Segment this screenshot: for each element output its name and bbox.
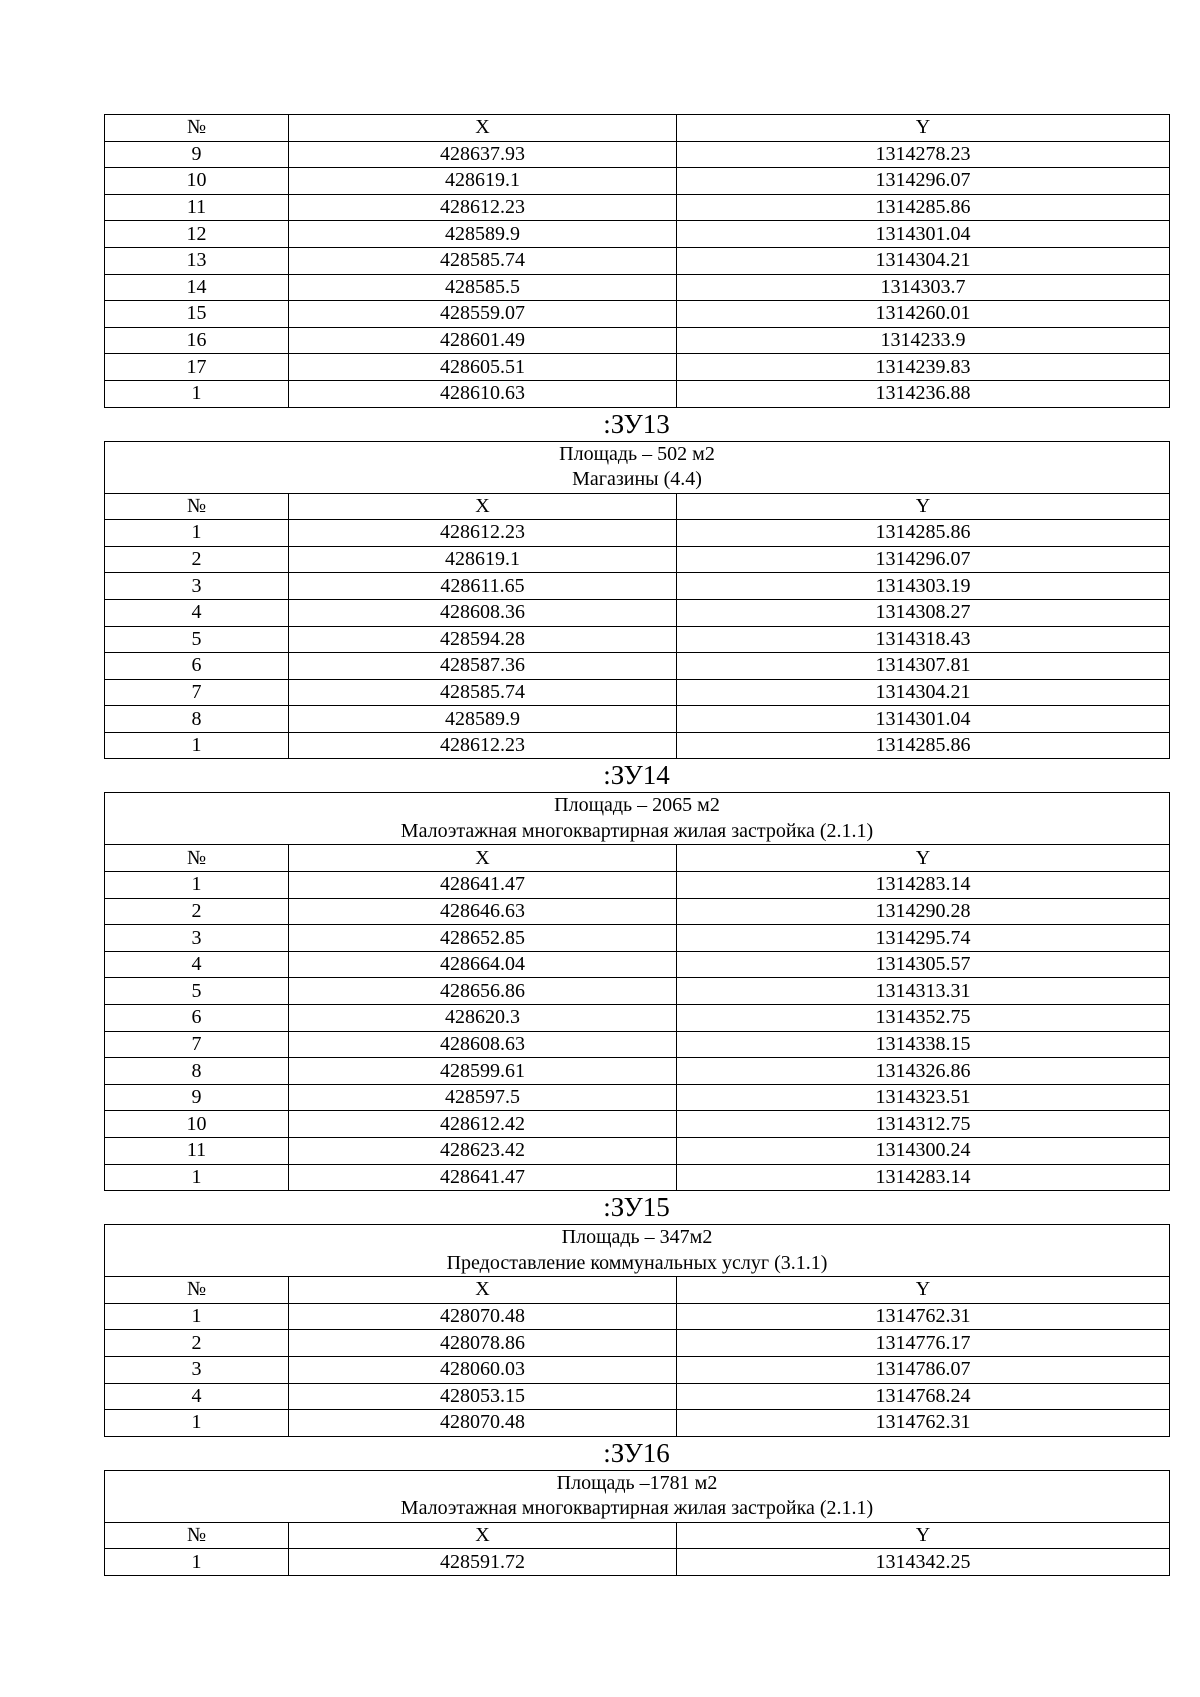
y-coordinate: 1314260.01 (677, 301, 1170, 328)
point-number: 7 (105, 1031, 289, 1058)
coordinates-table-zu13 (104, 441, 1170, 760)
y-coordinate: 1314313.31 (677, 978, 1170, 1005)
column-header-number: № (105, 1522, 289, 1549)
parcel-area: Площадь – 347м2 (561, 1226, 713, 1249)
point-number: 11 (105, 1138, 289, 1165)
table-row (105, 274, 1170, 301)
x-coordinate: 428605.51 (289, 354, 677, 381)
table-row (105, 732, 1170, 759)
section-title-zu15: :ЗУ15 (603, 1192, 670, 1223)
point-number: 9 (105, 1084, 289, 1111)
x-coordinate: 428589.9 (289, 706, 677, 733)
table-row (105, 925, 1170, 952)
point-number: 8 (105, 1058, 289, 1085)
x-coordinate: 428641.47 (289, 872, 677, 899)
x-coordinate: 428591.72 (289, 1549, 677, 1576)
column-header-x: X (289, 1522, 677, 1549)
table-row (105, 872, 1170, 899)
column-header-y: Y (677, 115, 1170, 142)
y-coordinate: 1314285.86 (677, 520, 1170, 547)
column-header-x: X (289, 493, 677, 520)
point-number: 11 (105, 194, 289, 221)
y-coordinate: 1314786.07 (677, 1356, 1170, 1383)
table-row (105, 1164, 1170, 1191)
point-number: 2 (105, 1330, 289, 1357)
table-row (105, 546, 1170, 573)
table-row (105, 898, 1170, 925)
column-header-y: Y (677, 1522, 1170, 1549)
table-header-row (105, 845, 1170, 872)
y-coordinate: 1314304.21 (677, 679, 1170, 706)
x-coordinate: 428656.86 (289, 978, 677, 1005)
point-number: 16 (105, 327, 289, 354)
column-header-x: X (289, 845, 677, 872)
table-row (105, 520, 1170, 547)
column-header-number: № (105, 845, 289, 872)
parcel-info-cell (105, 441, 1170, 493)
point-number: 3 (105, 1356, 289, 1383)
point-number: 1 (105, 872, 289, 899)
table-row (105, 951, 1170, 978)
coordinates-table-zu15 (104, 1224, 1170, 1437)
point-number: 1 (105, 1303, 289, 1330)
section-title-zu16: :ЗУ16 (603, 1437, 670, 1468)
y-coordinate: 1314296.07 (677, 546, 1170, 573)
parcel-use: Магазины (4.4) (572, 468, 702, 491)
table-row (105, 573, 1170, 600)
y-coordinate: 1314296.07 (677, 168, 1170, 195)
table-row (105, 1111, 1170, 1138)
table-row (105, 327, 1170, 354)
x-coordinate: 428060.03 (289, 1356, 677, 1383)
y-coordinate: 1314304.21 (677, 247, 1170, 274)
coordinates-table-continued (104, 114, 1170, 408)
table-row (105, 653, 1170, 680)
y-coordinate: 1314312.75 (677, 1111, 1170, 1138)
x-coordinate: 428589.9 (289, 221, 677, 248)
y-coordinate: 1314338.15 (677, 1031, 1170, 1058)
point-number: 1 (105, 1164, 289, 1191)
point-number: 1 (105, 1410, 289, 1437)
point-number: 1 (105, 520, 289, 547)
y-coordinate: 1314285.86 (677, 732, 1170, 759)
point-number: 1 (105, 380, 289, 407)
column-header-number: № (105, 1277, 289, 1304)
document-page (104, 114, 1169, 1576)
table-row (105, 599, 1170, 626)
y-coordinate: 1314278.23 (677, 141, 1170, 168)
point-number: 1 (105, 732, 289, 759)
table-row (105, 380, 1170, 407)
y-coordinate: 1314762.31 (677, 1410, 1170, 1437)
table-row (105, 354, 1170, 381)
y-coordinate: 1314762.31 (677, 1303, 1170, 1330)
x-coordinate: 428070.48 (289, 1303, 677, 1330)
table-row (105, 1549, 1170, 1576)
y-coordinate: 1314307.81 (677, 653, 1170, 680)
point-number: 10 (105, 1111, 289, 1138)
column-header-number: № (105, 493, 289, 520)
x-coordinate: 428620.3 (289, 1005, 677, 1032)
point-number: 8 (105, 706, 289, 733)
table-row (105, 1084, 1170, 1111)
y-coordinate: 1314301.04 (677, 706, 1170, 733)
coordinates-table-zu16 (104, 1470, 1170, 1576)
point-number: 2 (105, 546, 289, 573)
table-row (105, 1058, 1170, 1085)
y-coordinate: 1314768.24 (677, 1383, 1170, 1410)
x-coordinate: 428587.36 (289, 653, 677, 680)
table-row (105, 706, 1170, 733)
x-coordinate: 428608.63 (289, 1031, 677, 1058)
y-coordinate: 1314303.19 (677, 573, 1170, 600)
x-coordinate: 428597.5 (289, 1084, 677, 1111)
parcel-use: Малоэтажная многоквартирная жилая застройка (2.1.1) (400, 819, 874, 842)
point-number: 13 (105, 247, 289, 274)
table-row (105, 626, 1170, 653)
x-coordinate: 428053.15 (289, 1383, 677, 1410)
table-row (105, 978, 1170, 1005)
y-coordinate: 1314318.43 (677, 626, 1170, 653)
column-header-x: X (289, 1277, 677, 1304)
table-row (105, 141, 1170, 168)
x-coordinate: 428611.65 (289, 573, 677, 600)
y-coordinate: 1314352.75 (677, 1005, 1170, 1032)
y-coordinate: 1314236.88 (677, 380, 1170, 407)
x-coordinate: 428594.28 (289, 626, 677, 653)
x-coordinate: 428610.63 (289, 380, 677, 407)
point-number: 14 (105, 274, 289, 301)
x-coordinate: 428612.23 (289, 194, 677, 221)
y-coordinate: 1314326.86 (677, 1058, 1170, 1085)
point-number: 4 (105, 1383, 289, 1410)
parcel-use: Предоставление коммунальных услуг (3.1.1) (446, 1251, 828, 1274)
column-header-y: Y (677, 845, 1170, 872)
point-number: 12 (105, 221, 289, 248)
table-row (105, 1005, 1170, 1032)
y-coordinate: 1314323.51 (677, 1084, 1170, 1111)
column-header-y: Y (677, 493, 1170, 520)
y-coordinate: 1314283.14 (677, 872, 1170, 899)
parcel-info-cell (105, 1225, 1170, 1277)
point-number: 4 (105, 951, 289, 978)
column-header-y: Y (677, 1277, 1170, 1304)
x-coordinate: 428078.86 (289, 1330, 677, 1357)
table-row (105, 1031, 1170, 1058)
x-coordinate: 428664.04 (289, 951, 677, 978)
x-coordinate: 428612.42 (289, 1111, 677, 1138)
parcel-info-row (105, 441, 1170, 493)
x-coordinate: 428641.47 (289, 1164, 677, 1191)
y-coordinate: 1314239.83 (677, 354, 1170, 381)
table-header-row (105, 493, 1170, 520)
point-number: 5 (105, 626, 289, 653)
y-coordinate: 1314308.27 (677, 599, 1170, 626)
table-row (105, 168, 1170, 195)
y-coordinate: 1314305.57 (677, 951, 1170, 978)
table-row (105, 1138, 1170, 1165)
parcel-info-cell (105, 793, 1170, 845)
point-number: 6 (105, 653, 289, 680)
x-coordinate: 428619.1 (289, 168, 677, 195)
x-coordinate: 428601.49 (289, 327, 677, 354)
x-coordinate: 428585.74 (289, 247, 677, 274)
point-number: 1 (105, 1549, 289, 1576)
parcel-info-row (105, 1470, 1170, 1522)
x-coordinate: 428070.48 (289, 1410, 677, 1437)
x-coordinate: 428612.23 (289, 732, 677, 759)
y-coordinate: 1314283.14 (677, 1164, 1170, 1191)
point-number: 2 (105, 898, 289, 925)
x-coordinate: 428623.42 (289, 1138, 677, 1165)
parcel-info-cell (105, 1470, 1170, 1522)
column-header-number: № (105, 115, 289, 142)
point-number: 5 (105, 978, 289, 1005)
table-row (105, 1303, 1170, 1330)
y-coordinate: 1314342.25 (677, 1549, 1170, 1576)
parcel-area: Площадь – 502 м2 (559, 442, 715, 465)
table-row (105, 679, 1170, 706)
y-coordinate: 1314776.17 (677, 1330, 1170, 1357)
parcel-info-row (105, 1225, 1170, 1277)
point-number: 4 (105, 599, 289, 626)
point-number: 3 (105, 573, 289, 600)
table-header-row (105, 115, 1170, 142)
point-number: 15 (105, 301, 289, 328)
x-coordinate: 428559.07 (289, 301, 677, 328)
point-number: 3 (105, 925, 289, 952)
column-header-x: X (289, 115, 677, 142)
point-number: 6 (105, 1005, 289, 1032)
x-coordinate: 428637.93 (289, 141, 677, 168)
point-number: 9 (105, 141, 289, 168)
x-coordinate: 428619.1 (289, 546, 677, 573)
table-row (105, 1330, 1170, 1357)
parcel-area: Площадь – 2065 м2 (554, 794, 720, 817)
point-number: 7 (105, 679, 289, 706)
y-coordinate: 1314233.9 (677, 327, 1170, 354)
x-coordinate: 428646.63 (289, 898, 677, 925)
table-row (105, 194, 1170, 221)
parcel-info-row (105, 793, 1170, 845)
table-header-row (105, 1277, 1170, 1304)
y-coordinate: 1314285.86 (677, 194, 1170, 221)
table-header-row (105, 1522, 1170, 1549)
y-coordinate: 1314303.7 (677, 274, 1170, 301)
parcel-area: Площадь –1781 м2 (556, 1471, 718, 1494)
table-row (105, 247, 1170, 274)
table-row (105, 221, 1170, 248)
x-coordinate: 428608.36 (289, 599, 677, 626)
coordinates-table-zu14 (104, 792, 1170, 1191)
section-title-zu14: :ЗУ14 (603, 760, 670, 791)
y-coordinate: 1314295.74 (677, 925, 1170, 952)
table-row (105, 1410, 1170, 1437)
table-row (105, 1383, 1170, 1410)
x-coordinate: 428585.74 (289, 679, 677, 706)
point-number: 17 (105, 354, 289, 381)
table-row (105, 1356, 1170, 1383)
parcel-use: Малоэтажная многоквартирная жилая застройка (2.1.1) (400, 1497, 874, 1520)
y-coordinate: 1314290.28 (677, 898, 1170, 925)
y-coordinate: 1314301.04 (677, 221, 1170, 248)
x-coordinate: 428612.23 (289, 520, 677, 547)
x-coordinate: 428652.85 (289, 925, 677, 952)
point-number: 10 (105, 168, 289, 195)
x-coordinate: 428599.61 (289, 1058, 677, 1085)
section-title-zu13: :ЗУ13 (603, 408, 670, 439)
x-coordinate: 428585.5 (289, 274, 677, 301)
y-coordinate: 1314300.24 (677, 1138, 1170, 1165)
table-row (105, 301, 1170, 328)
